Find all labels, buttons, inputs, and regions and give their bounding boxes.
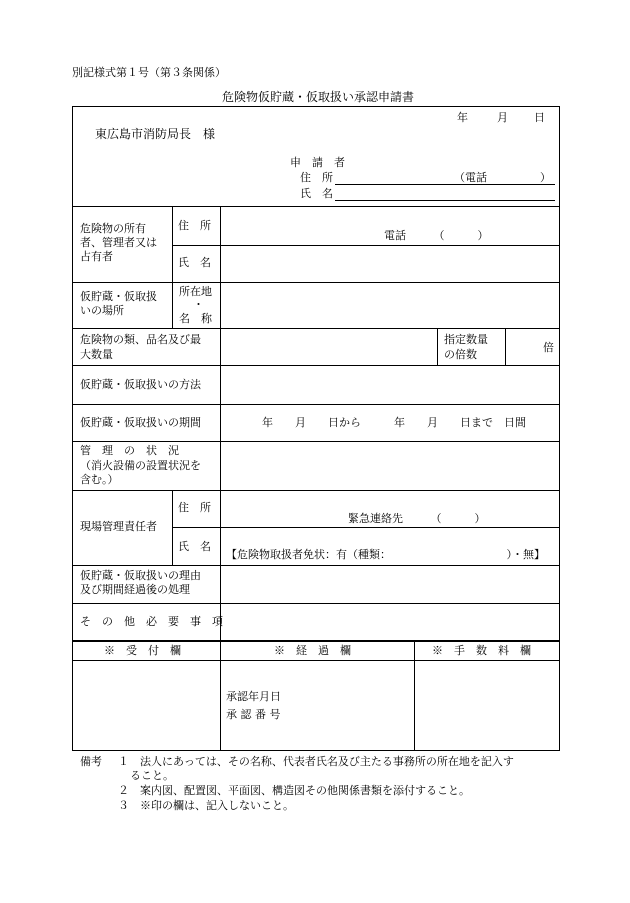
other-label: そ の 他 必 要 事 項 <box>80 615 223 628</box>
form-number: 別記様式第１号（第３条関係） <box>72 66 226 79</box>
place-label-2: いの場所 <box>80 304 124 317</box>
site-manager-address-label: 住 所 <box>178 501 211 514</box>
reception-column-header: ※ 受 付 欄 <box>104 644 181 657</box>
management-label-1: 管 理 の 状 況 <box>80 444 179 457</box>
reason-label-2: 及び期間経過後の処理 <box>80 583 190 596</box>
note-1-text: 法人にあっては、その名称、代表者氏名及び主たる事務所の所在地を記入す <box>140 755 514 768</box>
date-month: 月 <box>497 111 508 124</box>
qty-multiple-label-1: 指定数量 <box>444 333 488 346</box>
qty-multiple-unit: 倍 <box>543 341 554 354</box>
place-label-1: 仮貯蔵・仮取扱 <box>80 290 157 303</box>
site-manager-label: 現場管理責任者 <box>80 520 157 533</box>
progress-column-header: ※ 経 過 欄 <box>274 644 351 657</box>
applicant-phone-label: （電話 <box>454 171 487 184</box>
place-sublabel-1: 所在地 <box>179 285 212 298</box>
method-label: 仮貯蔵・仮取扱いの方法 <box>80 378 201 391</box>
owner-name-label: 氏 名 <box>178 256 211 269</box>
place-sublabel-2: ・ <box>193 298 204 311</box>
note-2-text: 案内図、配置図、平面図、構造図その他関係書類を添付すること。 <box>140 784 470 797</box>
owner-label-1: 危険物の所有 <box>80 222 146 235</box>
approval-date-label: 承認年月日 <box>226 690 281 703</box>
management-label-2: （消火設備の設置状況を <box>80 459 201 472</box>
note-1-text-continued: ること。 <box>130 769 174 782</box>
note-1-number: １ <box>118 755 129 768</box>
date-day: 日 <box>534 111 545 124</box>
note-3-number: ３ <box>118 799 129 812</box>
owner-phone: 電話 （ ） <box>384 229 489 242</box>
note-3-text: ※印の欄は、記入しないこと。 <box>140 799 294 812</box>
emergency-contact: 緊急連絡先 （ ） <box>348 512 486 525</box>
qty-multiple-label-2: の倍数 <box>444 348 477 361</box>
period-text: 年 月 日から 年 月 日まで 日間 <box>262 416 526 429</box>
period-label: 仮貯蔵・仮取扱いの期間 <box>80 416 201 429</box>
form-title: 危険物仮貯蔵・仮取扱い承認申請書 <box>222 90 415 104</box>
applicant-phone-close: ） <box>540 171 551 184</box>
owner-label-3: 占有者 <box>80 250 113 263</box>
management-label-3: 含む。） <box>80 473 119 486</box>
approval-number-label: 承 認 番 号 <box>226 708 281 721</box>
owner-label-2: 者、管理者又は <box>80 236 157 249</box>
reason-label-1: 仮貯蔵・仮取扱いの理由 <box>80 569 201 582</box>
site-manager-name-label: 氏 名 <box>178 540 211 553</box>
place-sublabel-3: 名 称 <box>179 312 212 325</box>
note-2-number: ２ <box>118 784 129 797</box>
owner-address-label: 住 所 <box>178 219 211 232</box>
license-text: 【危険物取扱者免状：有（種類： ）・無】 <box>226 548 545 561</box>
notes-heading: 備考 <box>80 755 102 768</box>
date-year: 年 <box>457 111 468 124</box>
applicant-heading: 申 請 者 <box>290 156 345 169</box>
addressee: 東広島市消防局長 様 <box>95 127 216 141</box>
fee-column-header: ※ 手 数 料 欄 <box>432 644 531 657</box>
applicant-name-label: 氏 名 <box>300 187 333 200</box>
hazmat-label-1: 危険物の類、品名及び最 <box>80 333 201 346</box>
hazmat-label-2: 大数量 <box>80 348 113 361</box>
applicant-address-label: 住 所 <box>300 171 333 184</box>
